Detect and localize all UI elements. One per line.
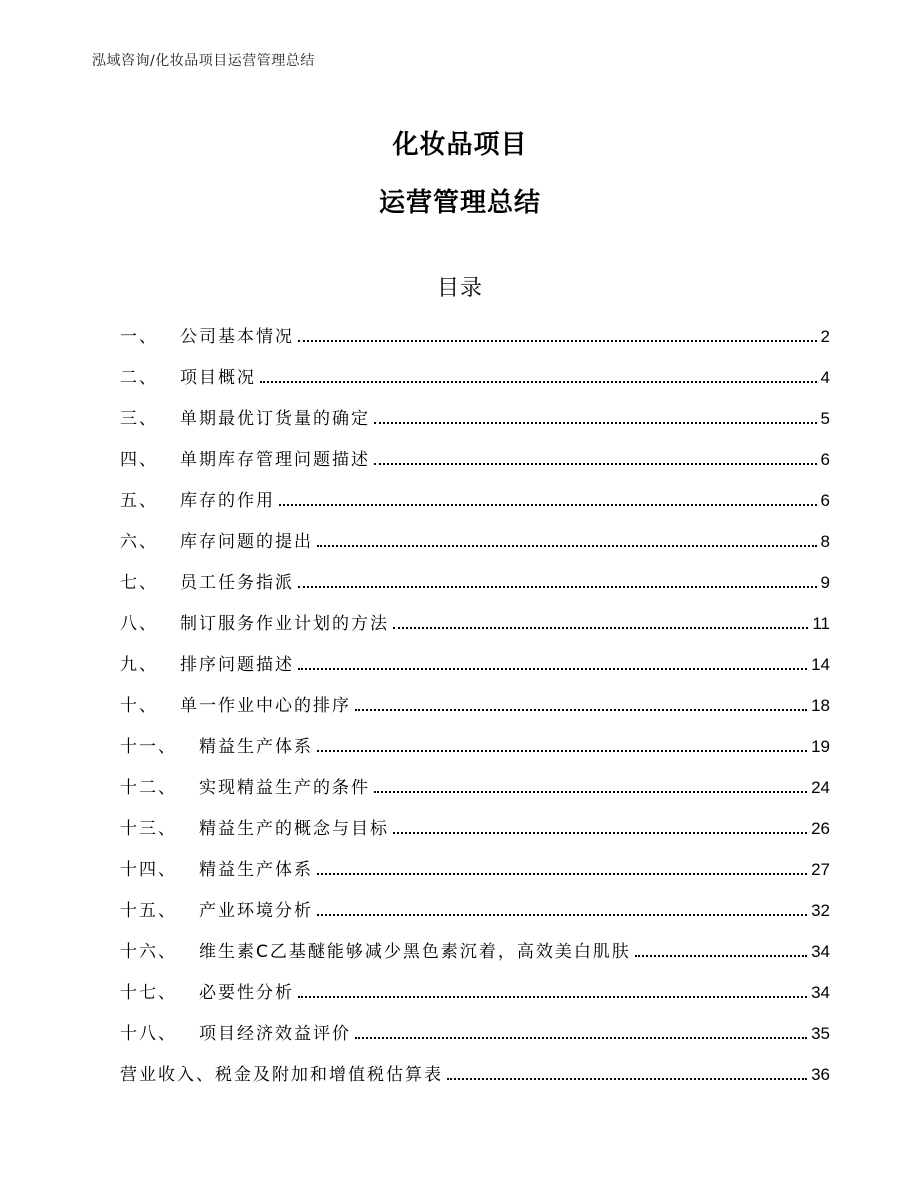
toc-leader-dots	[635, 955, 807, 957]
toc-entry-page: 4	[820, 368, 830, 387]
toc-entry-number: 七、	[120, 573, 158, 593]
toc-entry-number: 六、	[120, 532, 158, 552]
toc-entry-title: 维生素C乙基醚能够减少黑色素沉着，高效美白肌肤	[199, 942, 631, 962]
toc-entry-page: 18	[811, 696, 830, 715]
toc-leader-dots	[355, 709, 807, 711]
toc-entry-title: 单一作业中心的排序	[180, 696, 351, 716]
toc-entry-page: 27	[811, 860, 830, 879]
toc-leader-dots	[298, 586, 817, 588]
toc-entry-number: 三、	[120, 409, 158, 429]
toc-entry[interactable]	[120, 404, 830, 445]
toc-leader-dots	[374, 422, 817, 424]
toc-entry-page: 34	[811, 983, 830, 1002]
toc-leader-dots	[317, 873, 807, 875]
toc-entry-title: 项目经济效益评价	[199, 1024, 351, 1044]
toc-leader-dots	[355, 1037, 807, 1039]
toc-entry[interactable]	[120, 1019, 830, 1060]
toc-leader-dots	[317, 914, 807, 916]
toc-entry[interactable]	[120, 896, 830, 937]
toc-entry[interactable]	[120, 445, 830, 486]
toc-entry-title: 精益生产体系	[199, 860, 313, 880]
toc-leader-dots	[393, 627, 808, 629]
toc-entry-title: 产业环境分析	[199, 901, 313, 921]
toc-entry-number: 十、	[120, 696, 158, 716]
toc-entry[interactable]	[120, 814, 830, 855]
toc-entry-title: 制订服务作业计划的方法	[180, 614, 389, 634]
toc-leader-dots	[279, 504, 817, 506]
toc-entry-title: 员工任务指派	[180, 573, 294, 593]
document-title-line1: 化妆品项目	[392, 130, 528, 160]
toc-entry-number: 十一、	[120, 737, 177, 757]
toc-leader-dots	[298, 996, 807, 998]
toc-entry-page: 14	[811, 655, 830, 674]
toc-entry-number: 二、	[120, 368, 158, 388]
toc-entry-title: 单期库存管理问题描述	[180, 450, 370, 470]
document-title-line2: 运营管理总结	[378, 188, 541, 218]
toc-entry-page: 36	[811, 1065, 830, 1084]
toc-heading: 目录	[436, 276, 483, 301]
toc-leader-dots	[317, 750, 807, 752]
toc-entry[interactable]	[120, 1060, 830, 1101]
toc-entry[interactable]	[120, 527, 830, 568]
toc-entry-page: 8	[820, 532, 830, 551]
toc-entry-page: 26	[811, 819, 830, 838]
toc-entry-page: 19	[811, 737, 830, 756]
toc-entry-title: 库存的作用	[180, 491, 275, 511]
toc-entry-number: 十二、	[120, 778, 177, 798]
toc-entry-number: 十五、	[120, 901, 177, 921]
table-of-contents	[120, 322, 830, 1101]
toc-entry[interactable]	[120, 978, 830, 1019]
toc-entry[interactable]	[120, 568, 830, 609]
toc-entry-page: 2	[820, 327, 830, 346]
toc-entry-number: 四、	[120, 450, 158, 470]
toc-entry-number: 十六、	[120, 942, 177, 962]
toc-entry-number: 五、	[120, 491, 158, 511]
toc-entry-title: 精益生产的概念与目标	[199, 819, 389, 839]
toc-entry-number: 九、	[120, 655, 158, 675]
toc-entry[interactable]	[120, 609, 830, 650]
toc-entry-number: 一、	[120, 327, 158, 347]
toc-entry[interactable]	[120, 937, 830, 978]
toc-entry[interactable]	[120, 855, 830, 896]
running-header: 泓域咨询/化妆品项目运营管理总结	[92, 53, 315, 69]
toc-entry-page: 5	[820, 409, 830, 428]
toc-entry-number: 十四、	[120, 860, 177, 880]
toc-entry-page: 34	[811, 942, 830, 961]
toc-entry-page: 32	[811, 901, 830, 920]
toc-leader-dots	[393, 832, 807, 834]
toc-entry[interactable]	[120, 732, 830, 773]
toc-entry-title: 排序问题描述	[180, 655, 294, 675]
toc-entry[interactable]	[120, 363, 830, 404]
toc-entry-title: 库存问题的提出	[180, 532, 313, 552]
toc-entry-page: 6	[820, 450, 830, 469]
toc-leader-dots	[374, 463, 817, 465]
toc-entry-page: 6	[820, 491, 830, 510]
toc-leader-dots	[260, 381, 817, 383]
toc-entry-title: 项目概况	[180, 368, 256, 388]
toc-entry-number: 八、	[120, 614, 158, 634]
toc-entry-title: 单期最优订货量的确定	[180, 409, 370, 429]
toc-entry[interactable]	[120, 486, 830, 527]
toc-entry-number: 十八、	[120, 1024, 177, 1044]
toc-entry-number: 十三、	[120, 819, 177, 839]
toc-leader-dots	[298, 340, 817, 342]
toc-entry-page: 35	[811, 1024, 830, 1043]
toc-entry-page: 9	[820, 573, 830, 592]
toc-entry-title: 必要性分析	[199, 983, 294, 1003]
toc-leader-dots	[298, 668, 807, 670]
toc-entry[interactable]	[120, 691, 830, 732]
toc-leader-dots	[447, 1078, 807, 1080]
toc-entry-title: 公司基本情况	[180, 327, 294, 347]
toc-entry[interactable]	[120, 322, 830, 363]
toc-entry-title: 精益生产体系	[199, 737, 313, 757]
toc-leader-dots	[317, 545, 817, 547]
toc-entry-page: 11	[812, 614, 830, 633]
toc-entry-title: 实现精益生产的条件	[199, 778, 370, 798]
toc-entry[interactable]	[120, 650, 830, 691]
toc-entry-title: 营业收入、税金及附加和增值税估算表	[120, 1065, 443, 1085]
toc-entry-number: 十七、	[120, 983, 177, 1003]
toc-entry-page: 24	[811, 778, 830, 797]
toc-leader-dots	[374, 791, 807, 793]
toc-entry[interactable]	[120, 773, 830, 814]
